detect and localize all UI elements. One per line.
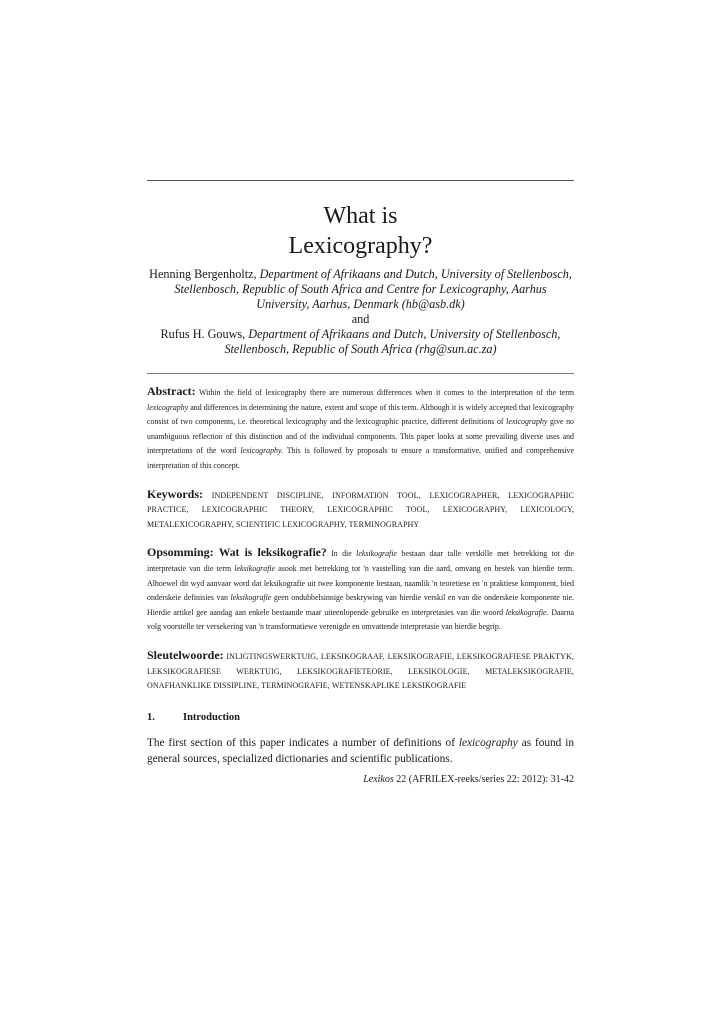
- keywords: [147, 487, 574, 533]
- abstract-term: lexicography: [506, 417, 548, 427]
- intro-text: as found in general sources, specialized dictionaries and scientific publications.: [147, 736, 574, 765]
- abstract-text: and differences in determining the nature, extent and scope of this term. Although it is widely accepted that lexicography consist of two components, i.e. theoretical lexicography and the lexicographic practice, different definitions of: [147, 402, 574, 427]
- journal-citation: [147, 773, 574, 787]
- journal-name: Lexikos: [363, 773, 394, 785]
- opsomming-text: asook met betrekking tot 'n vasstelling van die aard, omvang en bestek van hierdie term. Alhoewel dit wyd aanvaar word dat leksikografie uit twee komponente bestaan, naamlik 'n teoretiese en 'n praktiese komponent, bied onderskeie definisies van: [147, 563, 574, 603]
- sleutelwoorde: [147, 648, 574, 694]
- paper-title: [147, 201, 574, 261]
- opsomming-text: Daarna volg voorstelle ter versekering van 'n transformatiewe verenigde en omvattende interpretasie van hierdie begrip.: [147, 607, 574, 632]
- opsomming-subheading: Wat is leksikografie?: [213, 547, 327, 560]
- abstract-text: give no unambiguous reflection of this distinction and of the individual components. This paper looks at some prevailing diverse uses and interpretations of the word: [147, 417, 575, 456]
- intro-text: The first section of this paper indicates a number of definitions of: [147, 736, 459, 749]
- author-conjunction: and: [351, 312, 370, 326]
- abstract-text: This is followed by proposals to ensure a transformative, unified and comprehensive interpretation of this concept.: [147, 446, 574, 470]
- opsomming-term: leksikografie: [234, 563, 276, 573]
- opsomming-text: geen ondubbelsinnige beskrywing van hierdie verskil en van die onderskeie komponente nie. Hierdie artikel gee aandag aan enkele bestaande maar uiteenlopende gebruike en interpretasies van die woord: [147, 593, 574, 617]
- keywords-heading: Keywords:: [147, 486, 203, 501]
- top-rule: [147, 180, 574, 181]
- abstract-rule: [147, 373, 574, 374]
- keywords-list: INDEPENDENT DISCIPLINE, INFORMATION TOOL, LEXICOGRAPHER, LEXICOGRAPHIC PRACTICE, LEXICOGRAPHIC THEORY, LEXICOGRAPHIC TOOL, LEXICOGRAPHY, LEXICOLOGY, METALEXICOGRAPHY, SCIENTIFIC LEXICOGRAPHY, TERMINOGRAPHY: [147, 490, 574, 529]
- author-block: [147, 267, 574, 357]
- sleutelwoorde-list: INLIGTINGSWERKTUIG, LEKSIKOGRAAF, LEKSIKOGRAFIE, LEKSIKOGRAFIESE PRAKTYK, LEKSIKOGRAFIESE WERKTUIG, LEKSIKOGRAFIETEORIE, LEKSIKOLOGIE, METALEKSIKOGRAFIE, ONAFHANKLIKE DISSIPLINE, TERMINOGRAFIE, WETENSKAPLIKE LEKSIKOGRAFIE: [147, 651, 574, 691]
- title-line-2: Lexicography?: [288, 233, 433, 259]
- abstract-term: lexicography: [147, 402, 189, 412]
- opsomming-term: leksikografie.: [505, 607, 549, 617]
- opsomming-text: In die: [326, 549, 357, 559]
- author-1-affiliation: Department of Afrikaans and Dutch, University of Stellenbosch, Stellenbosch, Republic of South Africa and Centre for Lexicography, Aarhus University, Aarhus, Denmark (hb@asb.dk): [174, 267, 572, 311]
- opsomming: [147, 545, 574, 635]
- author-2-affiliation: Department of Afrikaans and Dutch, University of Stellenbosch, Stellenbosch, Republic of South Africa (rhg@sun.ac.za): [224, 327, 561, 356]
- opsomming-text: bestaan daar talle verskille met betrekking tot die interpretasie van die term: [147, 549, 574, 573]
- citation-details: 22 (AFRILEX-reeks/series 22: 2012): 31-42: [393, 773, 574, 785]
- abstract: [147, 384, 574, 474]
- opsomming-term: leksikografie: [356, 549, 397, 559]
- abstract-text: Within the field of lexicography there are numerous differences when it comes to the interpretation of the term: [195, 388, 574, 397]
- section-number: 1.: [147, 711, 155, 723]
- opsomming-term: leksikografie: [230, 593, 272, 603]
- author-2-name: Rufus H. Gouws,: [160, 327, 246, 341]
- abstract-term: lexicography.: [240, 446, 284, 456]
- sleutelwoorde-heading: Sleutelwoorde:: [147, 647, 224, 662]
- section-heading: [147, 712, 574, 723]
- intro-term: lexicography: [458, 736, 518, 749]
- author-1-name: Henning Bergenholtz,: [149, 267, 257, 281]
- opsomming-heading: Opsomming:: [147, 545, 214, 560]
- paper-page: [147, 180, 574, 787]
- title-line-1: What is: [323, 203, 398, 229]
- section-title: Introduction: [183, 711, 240, 723]
- introduction-paragraph: [147, 735, 574, 767]
- abstract-heading: Abstract:: [147, 384, 196, 398]
